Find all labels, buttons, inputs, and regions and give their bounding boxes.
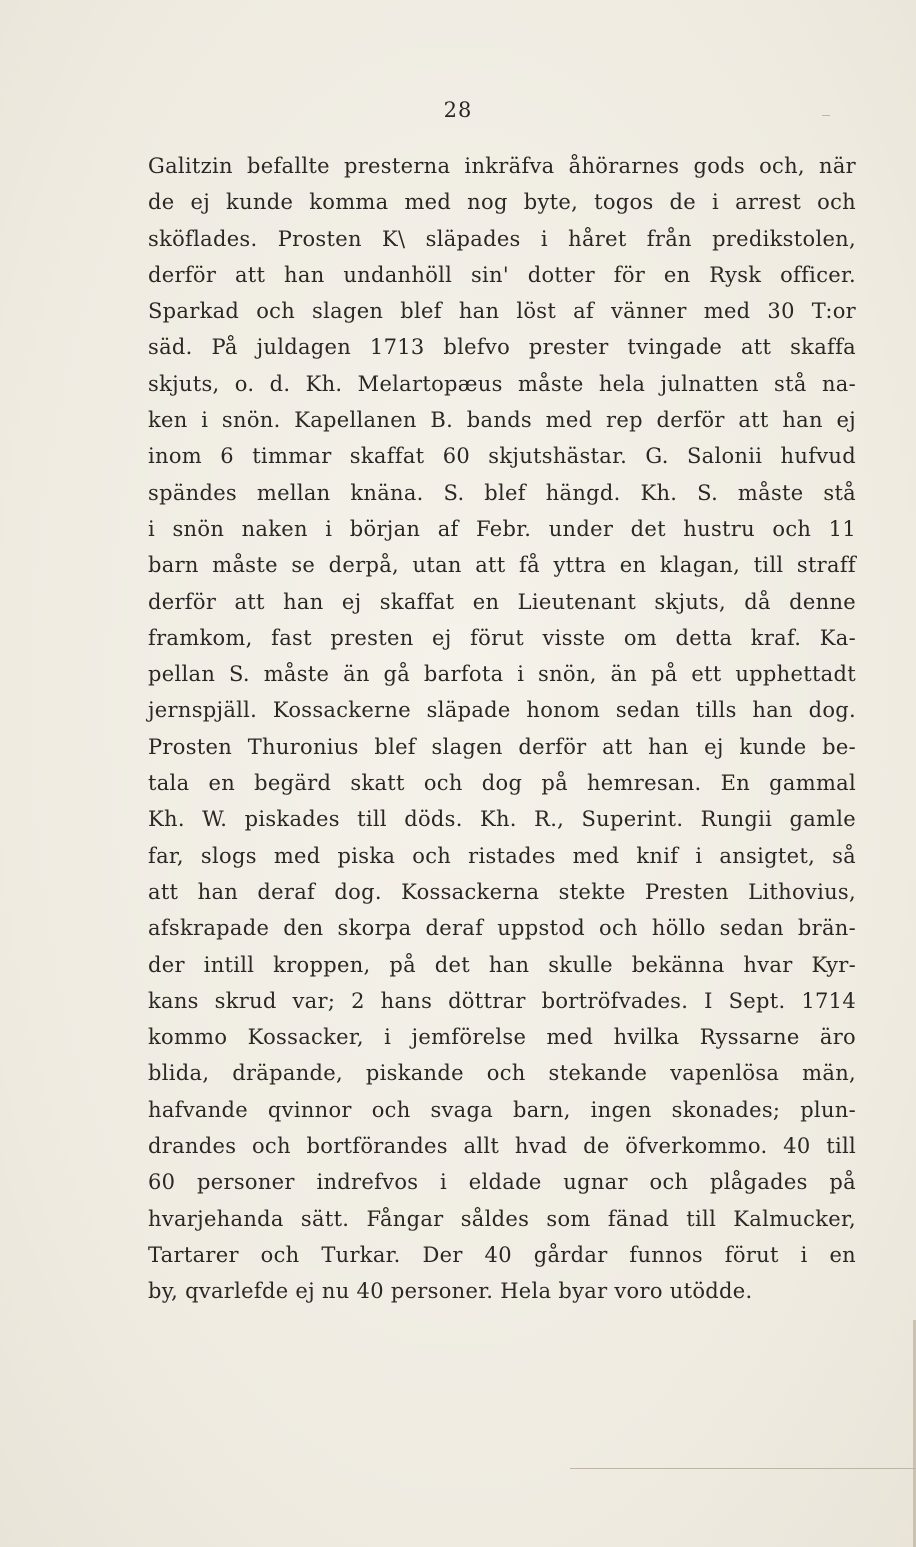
body-text — [148, 148, 856, 1310]
text-line: Tartarer och Turkar. Der 40 gårdar funnos förut i en — [148, 1242, 856, 1267]
text-line: hafvande qvinnor och svaga barn, ingen skonades; plun- — [148, 1097, 856, 1122]
text-line: säd. På juldagen 1713 blefvo prester tvingade att skaffa — [148, 335, 856, 360]
text-line: tala en begärd skatt och dog på hemresan. En gammal — [148, 771, 856, 796]
text-line: Kh. W. piskades till döds. Kh. R., Superint. Rungii gamle — [148, 807, 856, 832]
text-line: der intill kroppen, på det han skulle bekänna hvar Kyr- — [148, 952, 856, 977]
text-line: kommo Kossacker, i jemförelse med hvilka Ryssarne äro — [148, 1025, 856, 1050]
text-line: hvarjehanda sätt. Fångar såldes som fänad till Kalmucker, — [148, 1206, 856, 1231]
text-line: att han deraf dog. Kossackerna stekte Presten Lithovius, — [148, 879, 856, 904]
text-line: pellan S. måste än gå barfota i snön, än på ett upphettadt — [148, 662, 856, 687]
text-line: spändes mellan knäna. S. blef hängd. Kh. S. måste stå — [148, 480, 856, 505]
text-line: i snön naken i början af Febr. under det hustru och 11 — [148, 516, 856, 541]
scan-artifact-tick — [822, 115, 830, 116]
text-line: de ej kunde komma med nog byte, togos de i arrest och — [148, 190, 856, 215]
text-line: derför att han ej skaffat en Lieutenant skjuts, då denne — [148, 589, 856, 614]
text-line: Sparkad och slagen blef han löst af vänner med 30 T:or — [148, 299, 856, 324]
text-line: jernspjäll. Kossackerne släpade honom sedan tills han dog. — [148, 698, 856, 723]
page-number: 28 — [443, 98, 473, 122]
text-line: afskrapade den skorpa deraf uppstod och höllo sedan brän- — [148, 916, 856, 941]
text-line: sköflades. Prosten K\ släpades i håret från predikstolen, — [148, 226, 856, 251]
text-line: skjuts, o. d. Kh. Melartopæus måste hela julnatten stå na- — [148, 371, 856, 396]
text-line: derför att han undanhöll sin' dotter för en Rysk officer. — [148, 262, 856, 287]
text-line: barn måste se derpå, utan att få yttra en klagan, till straff — [148, 553, 856, 578]
text-line: drandes och bortförandes allt hvad de öfverkommo. 40 till — [148, 1134, 856, 1159]
text-line: blida, dräpande, piskande och stekande vapenlösa män, — [148, 1061, 856, 1086]
text-line: framkom, fast presten ej förut visste om detta kraf. Ka- — [148, 625, 856, 650]
text-line: far, slogs med piska och ristades med knif i ansigtet, så — [148, 843, 856, 868]
text-line: inom 6 timmar skaffat 60 skjutshästar. G. Salonii hufvud — [148, 444, 856, 469]
text-line: Galitzin befallte presterna inkräfva åhörarnes gods och, när — [148, 154, 856, 178]
scan-artifact-line — [570, 1468, 916, 1469]
text-line: ken i snön. Kapellanen B. bands med rep derför att han ej — [148, 408, 856, 433]
text-line: 60 personer indrefvos i eldade ugnar och plågades på — [148, 1170, 856, 1195]
text-line: by, qvarlefde ej nu 40 personer. Hela byar voro utödde. — [148, 1279, 753, 1304]
text-line: Prosten Thuronius blef slagen derför att han ej kunde be- — [148, 734, 856, 759]
text-line: kans skrud var; 2 hans döttrar bortröfvades. I Sept. 1714 — [148, 988, 856, 1013]
